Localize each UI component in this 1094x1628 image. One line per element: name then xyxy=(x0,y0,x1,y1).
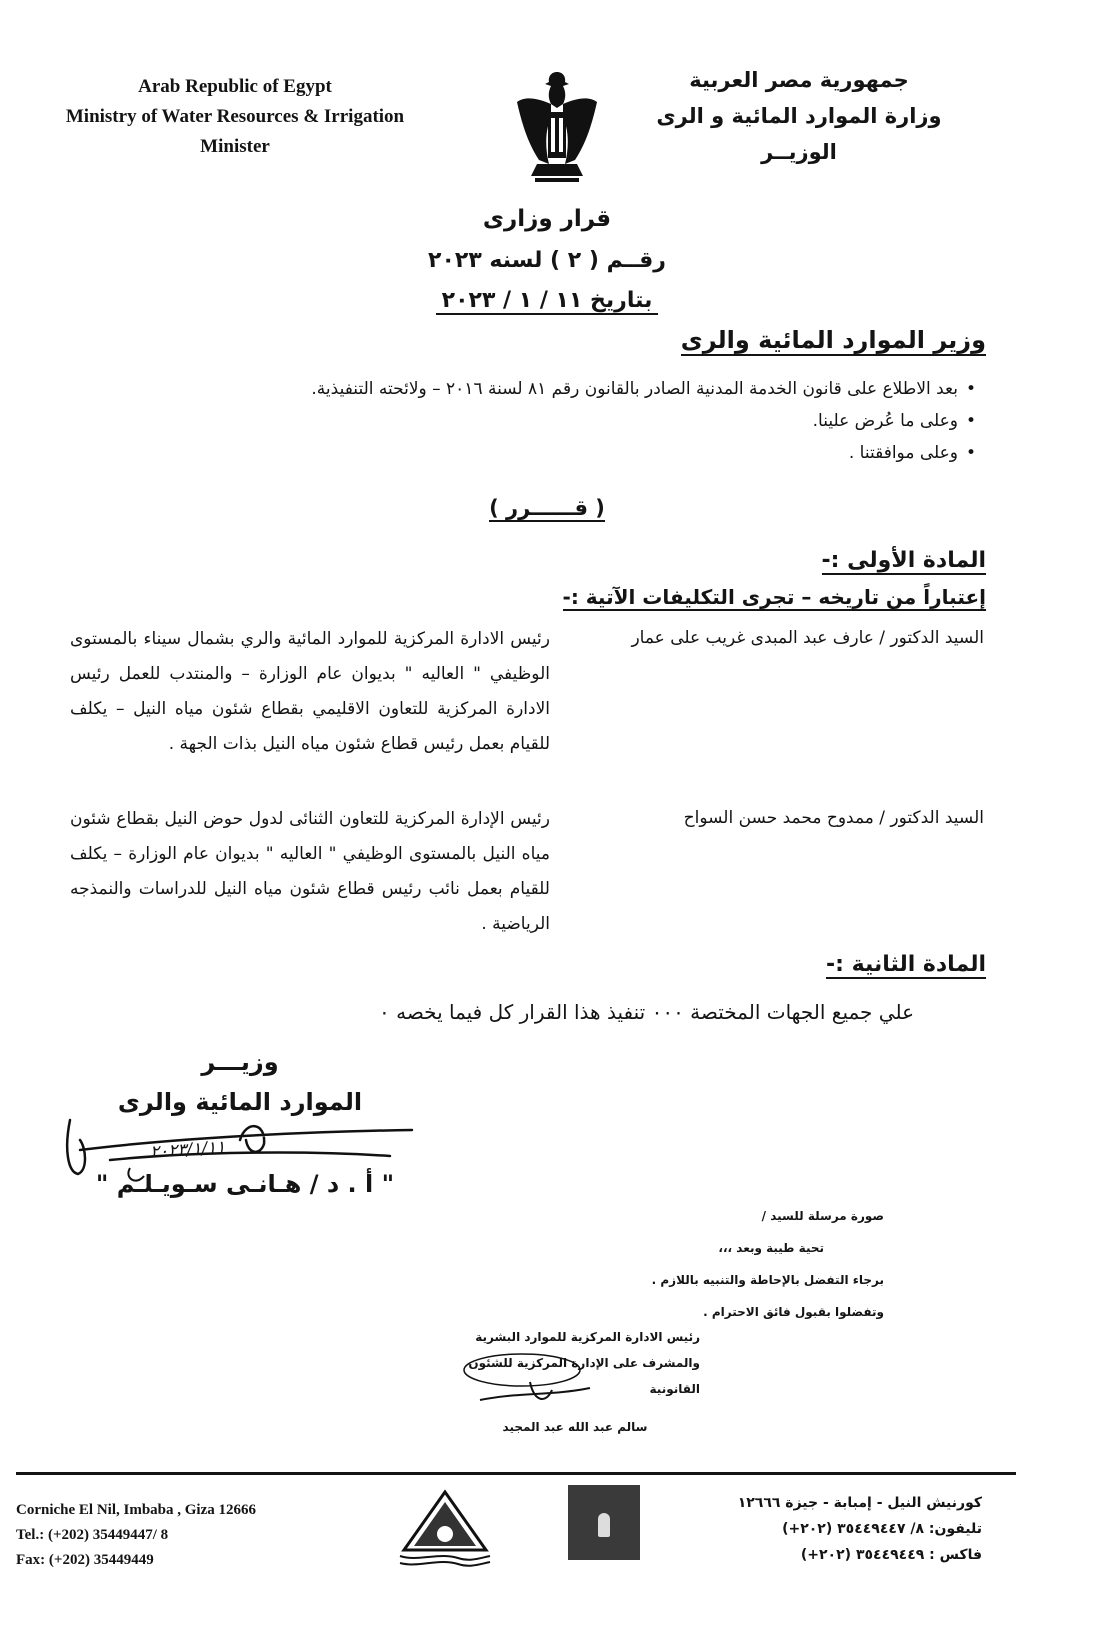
signature-title2: الموارد المائية والرى xyxy=(117,1088,363,1116)
header-minister-en: Minister xyxy=(200,136,270,157)
preamble-item: • وعلى موافقتنا . xyxy=(164,437,984,469)
issuer-title: وزير الموارد المائية والرى xyxy=(680,326,986,354)
article1-heading: المادة الأولى :- xyxy=(821,548,986,573)
decides-heading xyxy=(0,496,1094,520)
header-arabic xyxy=(634,62,964,170)
header-country-en: Arab Republic of Egypt xyxy=(138,76,332,97)
copy-dept-line2: والمشرف على الإدارة المركزية للشئون القانونية xyxy=(468,1356,700,1396)
header-english xyxy=(40,72,430,162)
copy-note xyxy=(564,1200,884,1328)
footer-divider xyxy=(16,1472,1016,1475)
dept-signature-icon xyxy=(460,1352,610,1412)
decides-text: ( قــــــرر ) xyxy=(489,496,605,520)
handwritten-date: ٢٠٢٣/١/١١ xyxy=(149,1137,226,1163)
copy-note-line4: وتفضلوا بقبول فائق الاحترام . xyxy=(703,1305,884,1319)
preamble-list xyxy=(164,373,984,469)
copy-signer: سالم عبد الله عبد المجيد xyxy=(502,1420,648,1434)
preamble-item: • وعلى ما عُرض علينا. xyxy=(164,405,984,437)
article1-intro: إعتباراً من تاريخه – تجرى التكليفات الآتية :- xyxy=(562,585,986,609)
preamble-item: • بعد الاطلاع على قانون الخدمة المدنية الصادر بالقانون رقم ٨١ لسنة ٢٠١٦ – ولائحته التنفيذية. xyxy=(164,373,984,405)
footer-arabic xyxy=(662,1490,982,1568)
assignee-task-1: رئيس الادارة المركزية للموارد المائية والري بشمال سيناء بالمستوى الوظيفي " العاليه " بديوان عام الوزارة – والمنتدب للعمل رئيس الادارة المركزية للتعاون الاقليمي بقطاع شئون مياه النيل – يكلف للقيام بعمل رئيس قطاع شئون مياه النيل بذات الجهة . xyxy=(70,629,550,754)
eagle-emblem-icon xyxy=(515,68,599,186)
assignee-name-2: السيد الدكتور / ممدوح محمد حسن السواح xyxy=(683,808,984,828)
decree-date-text: بتاريخ ١١ / ١ / ٢٠٢٣ xyxy=(436,288,659,315)
decree-date xyxy=(0,288,1094,313)
signatory-name: " أ . د / هـانـى سـويـلـم " xyxy=(95,1170,395,1198)
copy-note-line2: تحية طيبة وبعد ،،، xyxy=(718,1241,824,1255)
decree-title: قرار وزارى xyxy=(482,206,612,232)
emblem-logo-icon xyxy=(568,1485,640,1560)
assignee-name-1: السيد الدكتور / عارف عبد المبدى غريب على عمار xyxy=(631,628,984,648)
header-country-ar: جمهورية مصر العربية xyxy=(689,68,909,92)
footer-tel-en: Tel.: (+202) 35449447/ 8 xyxy=(16,1527,169,1543)
assignee-task-2: رئيس الإدارة المركزية للتعاون الثنائى لدول حوض النيل بقطاع شئون مياه النيل بالمستوى الوظيفي " العاليه " بديوان عام الوزارة – يكلف للقيام بعمل نائب رئيس قطاع شئون مياه النيل للدراسات والنمذجه الرياضية . xyxy=(70,809,550,934)
article2-heading: المادة الثانية :- xyxy=(826,952,986,977)
signature-title1: وزيـــر xyxy=(201,1048,279,1076)
header-ministry-en: Ministry of Water Resources & Irrigation xyxy=(65,106,405,127)
copy-note-line1: صورة مرسلة للسيد / xyxy=(761,1209,884,1223)
header-ministry-ar: وزارة الموارد المائية و الرى xyxy=(656,104,942,128)
footer-tel-ar: تليفون: ٨/ ٣٥٤٤٩٤٤٧ (٢٠٢+) xyxy=(782,1521,982,1537)
copy-note-line3: برجاء التفضل بالإحاطة والتنبيه باللازم . xyxy=(651,1273,884,1287)
footer-fax-ar: فاكس : ٣٥٤٤٩٤٤٩ (٢٠٢+) xyxy=(800,1547,982,1563)
footer-fax-en: Fax: (+202) 35449449 xyxy=(16,1552,154,1568)
copy-dept-line1: رئيس الادارة المركزية للموارد البشرية xyxy=(475,1330,700,1344)
footer-address-ar: كورنيش النيل - إمبابة - جيزة ١٢٦٦٦ xyxy=(737,1495,982,1511)
footer-english xyxy=(16,1498,256,1573)
footer-address-en: Corniche El Nil, Imbaba , Giza 12666 xyxy=(16,1502,257,1518)
pyramid-logo-icon xyxy=(398,1488,493,1568)
decree-number: رقــم ( ٢ ) لسنه ٢٠٢٣ xyxy=(428,248,666,273)
article2-text: علي جميع الجهات المختصة ٠٠٠ تنفيذ هذا القرار كل فيما يخصه ٠ xyxy=(378,1000,914,1024)
header-minister-ar: الوزيــر xyxy=(761,140,837,164)
